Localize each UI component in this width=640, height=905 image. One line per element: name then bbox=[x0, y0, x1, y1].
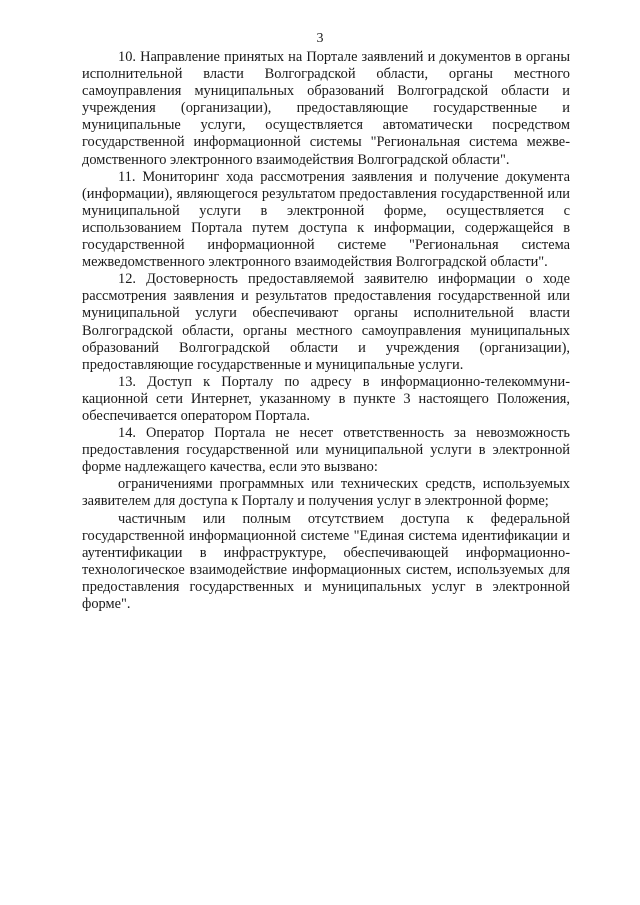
paragraph-12: 12. Достоверность предоставляемой заявителю информации о ходе рассмотрения заявления и результатов предоставления государственной или муниципальной услуги обеспечивают органы исполнительной власти Волгоградской области, органы местного самоуправления муниципальных образований Волгоградской области и учреждения (организации), предоставляющие государственные и муниципальные услуги. bbox=[82, 271, 570, 373]
paragraph-11: 11. Мониторинг хода рассмотрения заявления и получение документа (информации), являющегося результатом предоставления государственной или муниципальной услуги в электронной форме, осуществляется с использованием Портала путем доступа к информации, содержащейся в государственной информационной системе "Региональная система межведомственного электронного взаимодействия Волгоградской области". bbox=[82, 168, 570, 271]
paragraph-14: 14. Оператор Портала не несет ответственность за невозможность предоставления государственной или муниципальной услуги в электронной форме надлежащего качества, если это вызвано: bbox=[82, 425, 570, 476]
paragraph-10: 10. Направление принятых на Портале заявлений и документов в органы исполнительной власти Волгоградской области, органы местного самоуправления муниципальных образований Волгоградской области и учреждения (организации), предоставляющие государственные и муниципальные услуги, осуществляется автоматически посредством государственной информационной системы "Региональная система межведомственного электронного взаимодействия Волгоградской области". bbox=[82, 49, 570, 168]
paragraph-14-item-software-limits: ограничениями программных или технических средств, используемых заявителем для доступа к Порталу и получения услуг в электронной форме; bbox=[82, 476, 570, 510]
document-body bbox=[82, 49, 570, 613]
paragraph-14-item-esia-access: частичным или полным отсутствием доступа к федеральной государственной информационной системе "Единая система идентификации и аутентификации в инфраструктуре, обеспечивающей информационно-технологическое взаимодействие информационных систем, используемых для предоставления государственных и муниципальных услуг в электронной форме". bbox=[82, 510, 570, 612]
paragraph-13: 13. Доступ к Порталу по адресу в информационно-телекоммуникационной сети Интернет, указанному в пункте 3 настоящего Положения, обеспечивается оператором Портала. bbox=[82, 373, 570, 424]
page-number: 3 bbox=[316, 31, 324, 46]
